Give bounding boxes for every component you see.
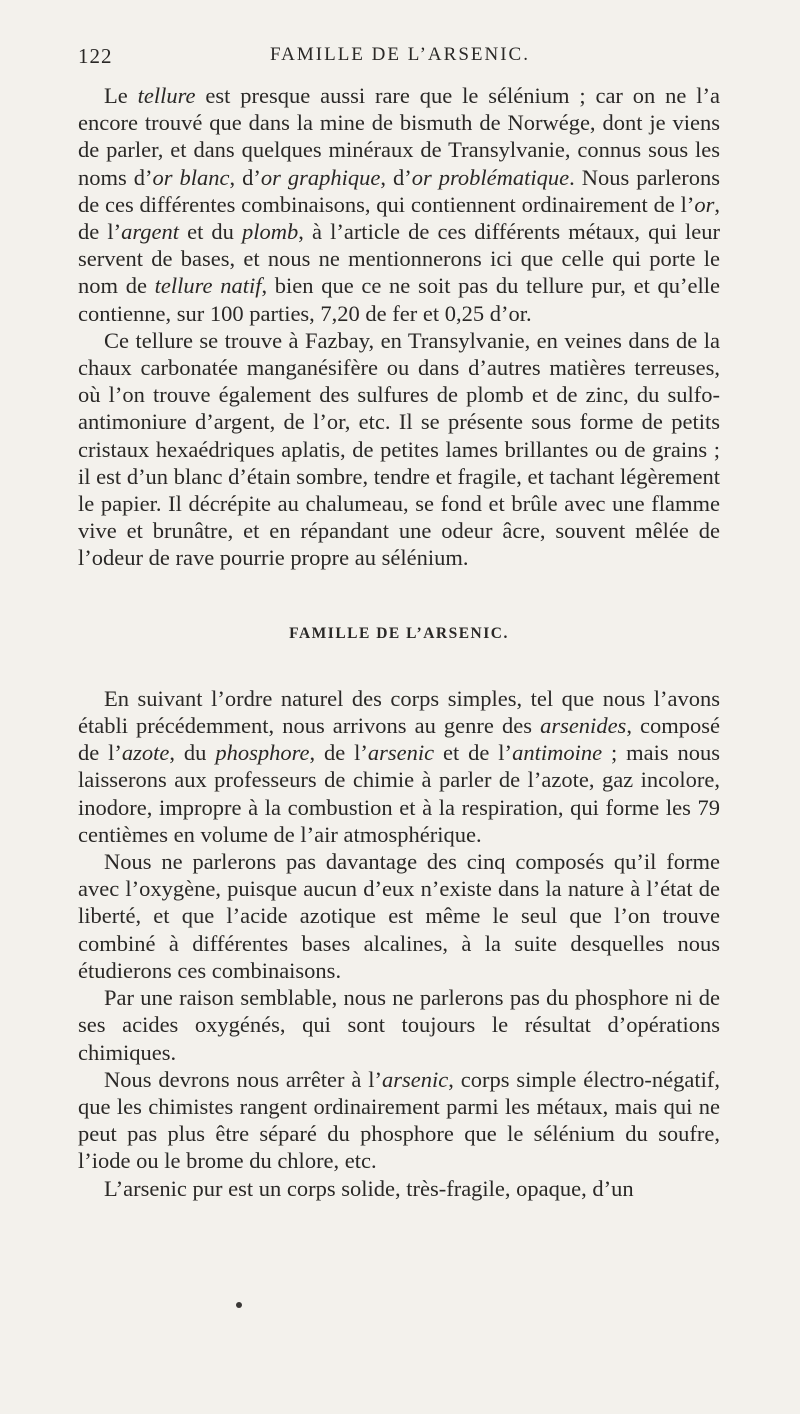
term: arsenic: [382, 1066, 449, 1092]
paragraph: Par une raison semblable, nous ne parlerons pas du phosphore ni de ses acides oxygénés, qui sont toujours le résultat d’opérations chimiques.: [78, 985, 720, 1065]
term: arsenides: [540, 713, 627, 739]
term: or problématique: [411, 164, 570, 190]
paragraph: Nous ne parlerons pas davantage des cinq composés qu’il forme avec l’oxygène, puisque aucun d’eux n’existe dans la nature à l’état de liberté, et que l’acide azotique est même le seul que l’on trouve combiné à différentes bases alcalines, à la suite desquelles nous étudierons ces combinaisons.: [78, 849, 720, 983]
term: argent: [121, 219, 179, 245]
paragraph: Nous devrons nous arrêter à l’arsenic, corps simple électro-négatif, que les chimistes rangent ordinairement parmi les métaux, mais qui ne peut pas plus être séparé du phosphore que le sélénium du soufre, l’iode ou le brome du chlore, etc.: [78, 1066, 720, 1174]
body-text: [78, 82, 720, 1202]
term: or graphique: [260, 164, 381, 190]
running-head: FAMILLE DE L’ARSENIC.: [270, 44, 530, 65]
term: or blanc: [152, 164, 230, 190]
term: tellure natif: [154, 273, 262, 299]
paragraph: L’arsenic pur est un corps solide, très-fragile, opaque, d’un: [104, 1175, 634, 1201]
term: tellure: [137, 83, 196, 108]
term: arsenic: [367, 740, 435, 766]
page-header: [78, 40, 722, 76]
term: antimoine: [512, 740, 603, 766]
paragraph: En suivant l’ordre naturel des corps simples, tel que nous l’avons établi précédemment, nous arrivons au genre des arsenides, composé de l’azote, du phosphore, de l’arsenic et de l’antimoine ; mais nous laisserons aux professeurs de chimie à parler de l’azote, gaz incolore, inodore, impropre à la combustion et à la respiration, qui forme les 79 centièmes en volume de l’air atmosphérique.: [78, 685, 721, 847]
term: or: [694, 191, 715, 217]
paragraph: Ce tellure se trouve à Fazbay, en Transylvanie, en veines dans de la chaux carbonatée manganésifère ou dans d’autres matières terreuses, où l’on trouve également des sulfures de plomb et de zinc, du sulfo-antimoniure d’argent, de l’or, etc. Il se présente sous forme de petits cristaux hexaédriques aplatis, de petites lames brillantes ou de grains ; il est d’un blanc d’étain sombre, tendre et fragile, et tachant légèrement le papier. Il décrépite au chalumeau, se fond et brûle avec une flamme vive et brunâtre, et en répandant une odeur âcre, souvent mêlée de l’odeur de rave pourrie propre au sélénium.: [78, 327, 720, 571]
term: plomb: [242, 219, 299, 245]
page-number: 122: [78, 44, 113, 68]
section-title: FAMILLE DE L’ARSENIC.: [289, 624, 509, 642]
ink-speck: [236, 1302, 242, 1308]
term: azote: [121, 740, 170, 766]
paragraph: Le tellure est presque aussi rare que le sélénium ; car on ne l’a encore trouvé que dans la mine de bismuth de Norwége, dont je viens de parler, et dans quelques minéraux de Transylvanie, connus sous les noms d’or blanc, d’or graphique, d’or problématique. Nous parlerons de ces différentes combinaisons, qui contiennent ordinairement de l’or, de l’argent et du plomb, à l’article de ces différents métaux, qui leur servent de bases, et nous ne mentionnerons ici que celle qui porte le nom de tellure natif, bien que ce ne soit pas du tellure pur, et qu’elle contienne, sur 100 parties, 7,20 de fer et 0,25 d’or.: [78, 83, 720, 326]
term: phosphore: [215, 740, 310, 766]
